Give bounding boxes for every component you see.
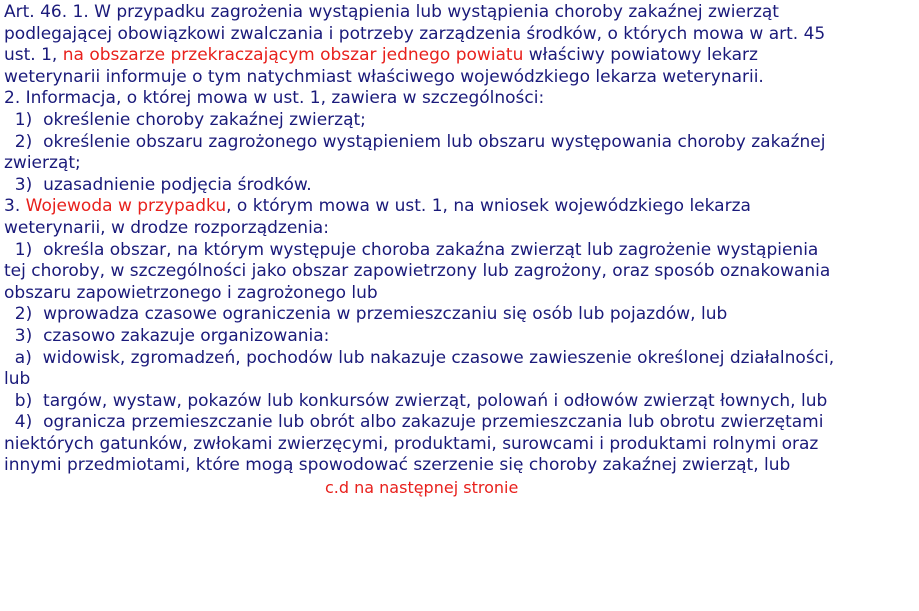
text-segment: 1) określa obszar, na którym występuje choroba zakaźna zwierząt lub zagrożenie wystąpienia <box>4 239 819 260</box>
text-line <box>4 455 916 477</box>
highlighted-phrase: na obszarze przekraczającym obszar jednego powiatu <box>62 45 524 66</box>
text-segment: a) widowisk, zgromadzeń, pochodów lub nakazuje czasowe zawieszenie określonej działalności, <box>4 347 835 368</box>
article-heading: Art. 46. 1. W przypadku zagrożenia wystąpienia lub wystąpienia choroby zakaźnej zwierząt <box>4 2 779 22</box>
text-line <box>4 196 916 218</box>
text-segment: ust. 1, <box>4 45 63 66</box>
text-line <box>4 45 916 67</box>
text-segment: 3) uzasadnienie podjęcia środków. <box>4 174 312 195</box>
text-segment: weterynarii, w drodze rozporządzenia: <box>4 217 329 238</box>
text-segment: 2) wprowadza czasowe ograniczenia w przemieszczaniu się osób lub pojazdów, lub <box>4 304 728 325</box>
list-item <box>4 110 916 132</box>
text-segment: 2) określenie obszaru zagrożonego wystąpieniem lub obszaru występowania choroby zakaźnej <box>4 131 826 152</box>
text-segment: obszaru zapowietrzonego i zagrożonego lub <box>4 282 378 303</box>
text-segment: podlegającej obowiązkowi zwalczania i potrzeby zarządzenia środków, o których mowa w art. 45 <box>4 23 826 44</box>
text-segment: zwierząt; <box>4 153 81 174</box>
text-line <box>4 67 916 89</box>
text-line <box>4 261 916 283</box>
text-segment: b) targów, wystaw, pokazów lub konkursów zwierząt, polowań i odłowów zwierząt łownych, lub <box>4 390 828 411</box>
continued-note <box>4 477 916 499</box>
list-item <box>4 132 916 154</box>
text-segment: 3) czasowo zakazuje organizowania: <box>4 325 330 346</box>
article-text <box>4 2 916 499</box>
text-line <box>4 24 916 46</box>
text-segment: tej choroby, w szczególności jako obszar zapowietrzony lub zagrożony, oraz sposób oznakowania <box>4 261 831 282</box>
text-segment: innymi przedmiotami, które mogą spowodować szerzenie się choroby zakaźnej zwierząt, lub <box>4 455 791 476</box>
text-segment: 1) określenie choroby zakaźnej zwierząt; <box>4 109 366 130</box>
text-segment: , o którym mowa w ust. 1, na wniosek wojewódzkiego lekarza <box>226 196 751 217</box>
text-segment: c.d na następnej stronie <box>325 478 519 498</box>
text-segment: 3. <box>4 196 26 217</box>
text-line <box>4 283 916 305</box>
text-segment: 4) ogranicza przemieszczanie lub obrót albo zakazuje przemieszczania lub obrotu zwierzętami <box>4 412 824 433</box>
text-segment: właściwy powiatowy lekarz <box>523 45 758 66</box>
text-segment: weterynarii informuje o tym natychmiast właściwego wojewódzkiego lekarza weterynarii. <box>4 66 764 87</box>
text-line <box>4 434 916 456</box>
list-item <box>4 412 916 434</box>
text-line <box>4 2 916 24</box>
text-line <box>4 153 916 175</box>
list-item <box>4 348 916 370</box>
text-segment: niektórych gatunków, zwłokami zwierzęcymi, produktami, surowcami i produktami rolnymi oraz <box>4 433 819 454</box>
list-item <box>4 326 916 348</box>
text-line <box>4 369 916 391</box>
text-line <box>4 218 916 240</box>
text-segment: lub <box>4 369 31 390</box>
list-item <box>4 175 916 197</box>
list-item <box>4 391 916 413</box>
list-item <box>4 304 916 326</box>
list-item <box>4 240 916 262</box>
section-2-heading: 2. Informacja, o której mowa w ust. 1, zawiera w szczególności: <box>4 88 545 109</box>
highlighted-phrase: Wojewoda w przypadku <box>25 196 227 217</box>
text-line <box>4 88 916 110</box>
